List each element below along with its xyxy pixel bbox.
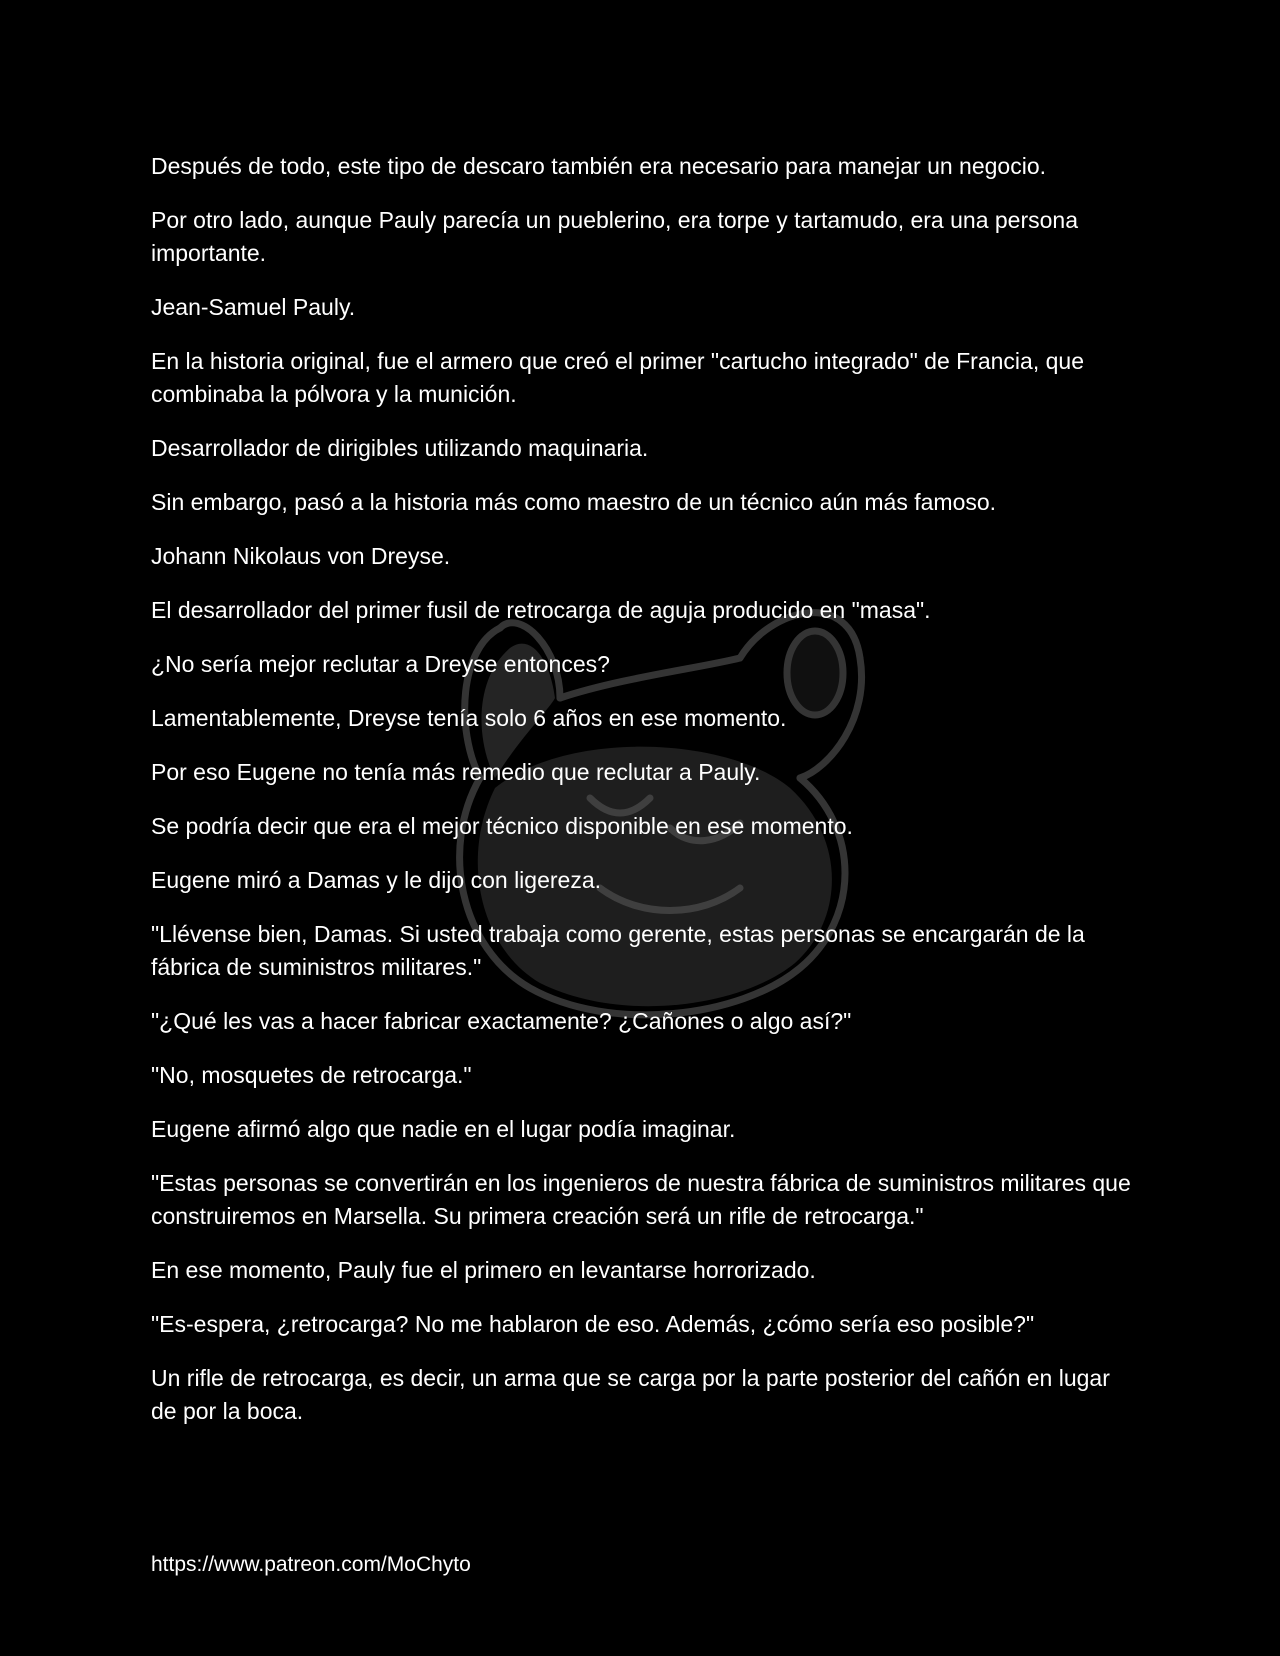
paragraph: "¿Qué les vas a hacer fabricar exactamente? ¿Cañones o algo así?" <box>151 1008 852 1034</box>
document-body <box>151 150 1141 1449</box>
paragraph: En la historia original, fue el armero que creó el primer "cartucho integrado" de Francia, que combinaba la pólvora y la munición. <box>151 348 1084 407</box>
paragraph: Lamentablemente, Dreyse tenía solo 6 años en ese momento. <box>151 705 787 731</box>
paragraph: Johann Nikolaus von Dreyse. <box>151 543 451 569</box>
paragraph: ¿No sería mejor reclutar a Dreyse entonces? <box>151 651 610 677</box>
patreon-link[interactable]: https://www.patreon.com/MoChyto <box>151 1553 471 1576</box>
paragraph: En ese momento, Pauly fue el primero en levantarse horrorizado. <box>151 1257 816 1283</box>
paragraph: "No, mosquetes de retrocarga." <box>151 1062 472 1088</box>
paragraph: Se podría decir que era el mejor técnico disponible en ese momento. <box>151 813 853 839</box>
paragraph: "Es-espera, ¿retrocarga? No me hablaron de eso. Además, ¿cómo sería eso posible?" <box>151 1311 1035 1337</box>
paragraph: "Llévense bien, Damas. Si usted trabaja como gerente, estas personas se encargarán de la fábrica de suministros militares." <box>151 921 1085 980</box>
paragraph: "Estas personas se convertirán en los ingenieros de nuestra fábrica de suministros militares que construiremos en Marsella. Su primera creación será un rifle de retrocarga." <box>151 1170 1131 1229</box>
paragraph: Jean-Samuel Pauly. <box>151 294 356 320</box>
paragraph: Por eso Eugene no tenía más remedio que reclutar a Pauly. <box>151 759 761 785</box>
paragraph: Después de todo, este tipo de descaro también era necesario para manejar un negocio. <box>151 153 1047 179</box>
paragraph: Un rifle de retrocarga, es decir, un arma que se carga por la parte posterior del cañón en lugar de por la boca. <box>151 1365 1110 1424</box>
paragraph: Sin embargo, pasó a la historia más como maestro de un técnico aún más famoso. <box>151 489 997 515</box>
paragraph: El desarrollador del primer fusil de retrocarga de aguja producido en "masa". <box>151 597 931 623</box>
paragraph: Por otro lado, aunque Pauly parecía un pueblerino, era torpe y tartamudo, era una persona importante. <box>151 207 1078 266</box>
paragraph: Eugene afirmó algo que nadie en el lugar podía imaginar. <box>151 1116 736 1142</box>
paragraph: Eugene miró a Damas y le dijo con ligereza. <box>151 867 602 893</box>
paragraph: Desarrollador de dirigibles utilizando maquinaria. <box>151 435 649 461</box>
